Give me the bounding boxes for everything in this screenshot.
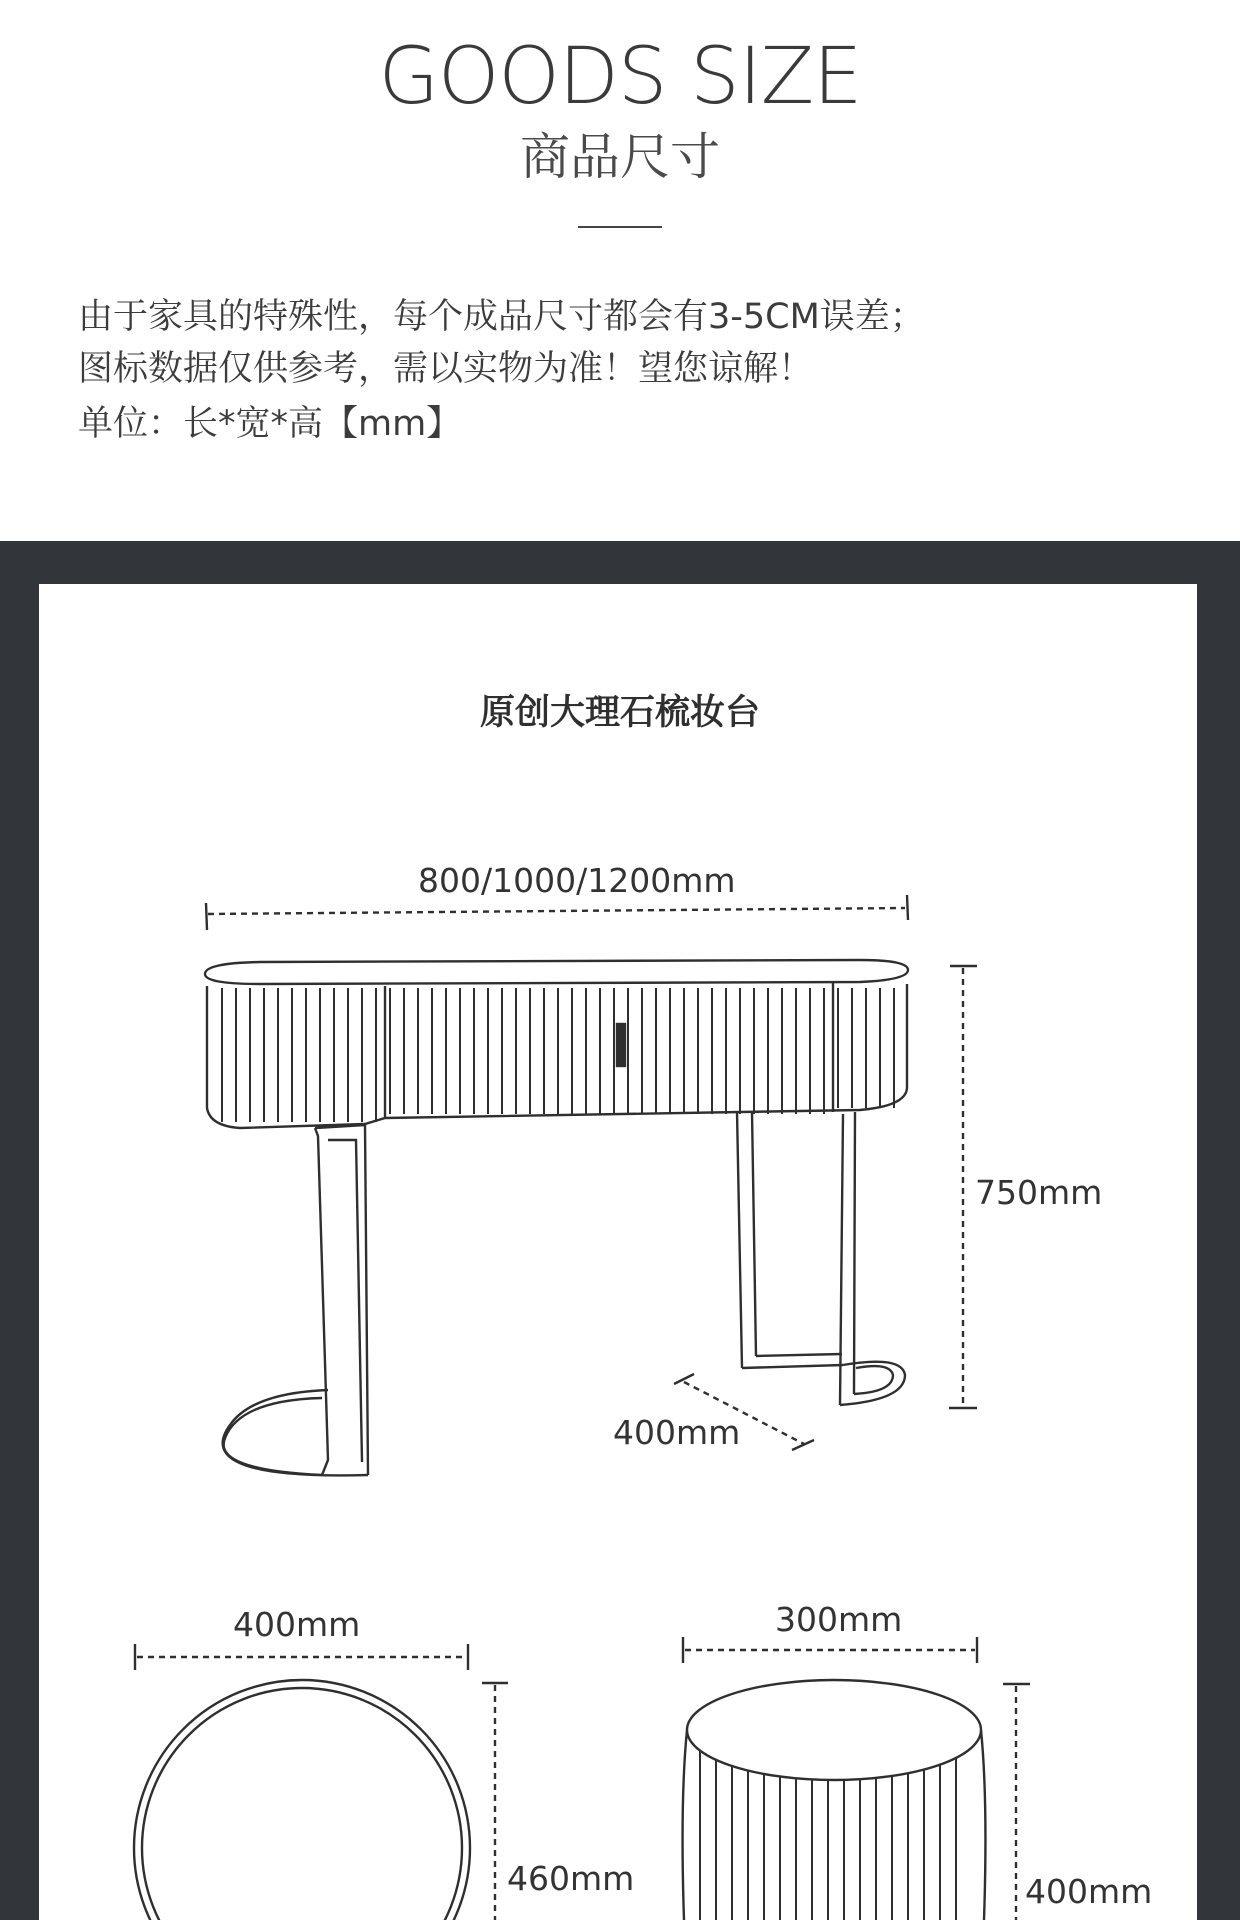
note-tolerance: 由于家具的特殊性，每个成品尺寸都会有3-5CM误差； [78, 297, 925, 337]
note-units: 单位：长*宽*高【mm】 [78, 404, 462, 444]
table-depth-label: 400mm [613, 1413, 741, 1452]
stool-width-label: 300mm [775, 1600, 903, 1639]
table-height-label: 750mm [975, 1173, 1103, 1212]
mirror-height-label: 460mm [507, 1859, 635, 1898]
stool-height-label: 400mm [1025, 1872, 1153, 1911]
dressing-table-drawing [205, 895, 977, 1475]
table-flutes [222, 988, 894, 1122]
note-reference: 图标数据仅供参考，需以实物为准！望您谅解！ [78, 349, 814, 389]
page-title: GOODS SIZE [378, 32, 862, 122]
page-subtitle: 商品尺寸 [520, 128, 720, 186]
mirror-drawing [134, 1644, 508, 1920]
stool-flutes [700, 1751, 956, 1920]
stool-drawing [683, 1637, 1030, 1920]
table-width-label: 800/1000/1200mm [418, 861, 736, 900]
mirror-width-label: 400mm [233, 1605, 361, 1644]
product-name: 原创大理石梳妆台 [479, 693, 760, 733]
